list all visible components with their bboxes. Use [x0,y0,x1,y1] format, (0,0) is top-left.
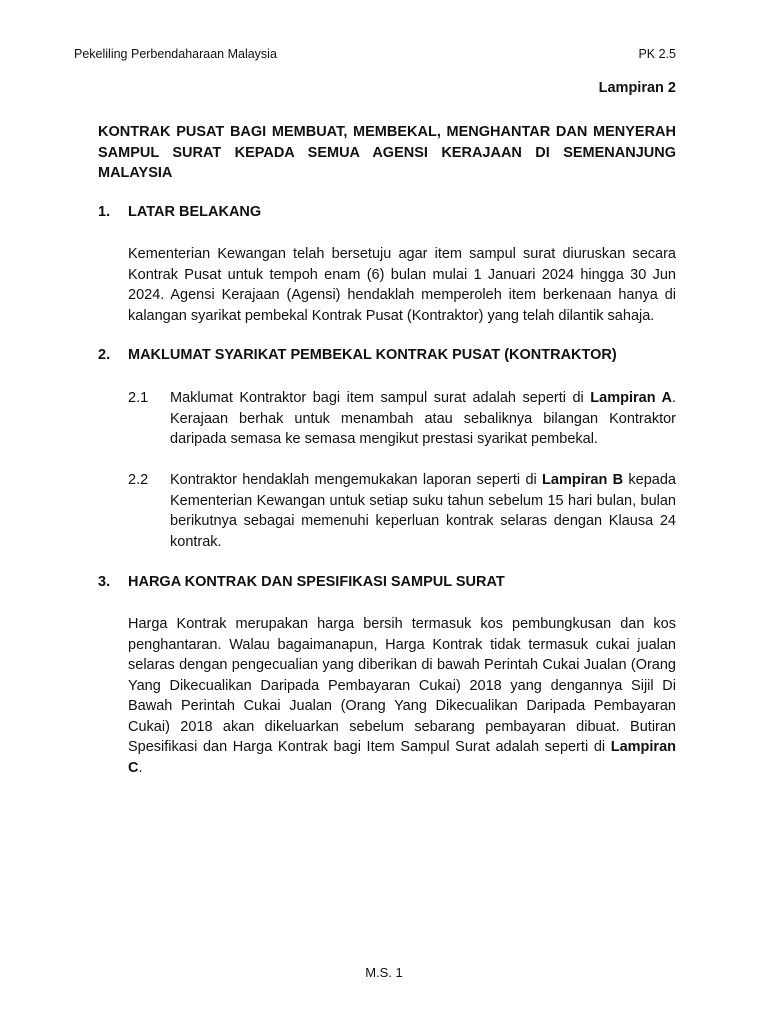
section-title: LATAR BELAKANG [128,204,262,220]
attachment-reference: Lampiran C [128,739,676,776]
header-publication: Pekeliling Perbendaharaan Malaysia [74,47,277,61]
subsection-text: Maklumat Kontraktor bagi item sampul surat adalah seperti di [170,390,591,406]
section-number: 2. [98,347,111,363]
subsection-text-cont: kepada Kementerian Kewangan untuk setiap suku tahun sebelum 15 hari bulan, bulan berikutnya sebagai memenuhi keperluan kontrak selaras dengan Klausa 24 kontrak. [170,472,676,550]
attachment-reference: Lampiran B [542,472,624,488]
subsection-body [170,470,676,552]
section-number: 3. [98,574,111,590]
subsection-text: Kontraktor hendaklah mengemukakan laporan seperti di [170,472,543,488]
page-number: M.S. 1 [365,965,403,980]
section-number: 1. [98,204,111,220]
attachment-label: Lampiran 2 [598,80,676,96]
section-title: MAKLUMAT SYARIKAT PEMBEKAL KONTRAK PUSAT (KONTRAKTOR) [128,347,617,363]
attachment-reference: Lampiran A [590,390,672,406]
section-1-paragraph: Kementerian Kewangan telah bersetuju agar item sampul surat diuruskan secara Kontrak Pusat untuk tempoh enam (6) bulan mulai 1 Januari 2024 hingga 30 Jun 2024. Agensi Kerajaan (Agensi) hendaklah memperoleh item berkenaan hanya di kalangan syarikat pembekal Kontrak Pusat (Kontraktor) yang telah dilantik sahaja. [128,246,676,324]
paragraph-text: Harga Kontrak merupakan harga bersih termasuk kos pembungkusan dan kos penghantaran. Walau bagaimanapun, Harga Kontrak tidak termasuk cukai jualan selaras dengan pengecualian yang diberikan di bawah Perintah Cukai Jualan (Orang Yang Dikecualikan Daripada Pembayaran Cukai) 2018 yang dengannya Sijil Di Bawah Perintah Cukai Jualan (Orang Yang Dikecualikan Daripada Pembayaran Cukai) 2018 akan dikeluarkan sebelum sebarang pembayaran dibuat. Butiran Spesifikasi dan Harga Kontrak bagi Item Sampul Surat adalah seperti di [128,616,676,755]
document-title: KONTRAK PUSAT BAGI MEMBUAT, MEMBEKAL, MENGHANTAR DAN MENYERAH SAMPUL SURAT KEPADA SEMUA AGENSI KERAJAAN DI SEMENANJUNG MALAYSIA [98,124,676,181]
subsection-text-cont: . Kerajaan berhak untuk menambah atau sebaliknya bilangan Kontraktor daripada semasa ke semasa mengikut prestasi syarikat pembekal. [170,390,676,447]
header-reference: PK 2.5 [638,47,676,61]
subsection-body [170,388,676,450]
section-3-paragraph [128,614,676,778]
subsection-number: 2.1 [128,390,149,406]
section-title: HARGA KONTRAK DAN SPESIFIKASI SAMPUL SURAT [128,574,505,590]
paragraph-text-end: . [138,759,143,776]
subsection-number: 2.2 [128,472,149,488]
